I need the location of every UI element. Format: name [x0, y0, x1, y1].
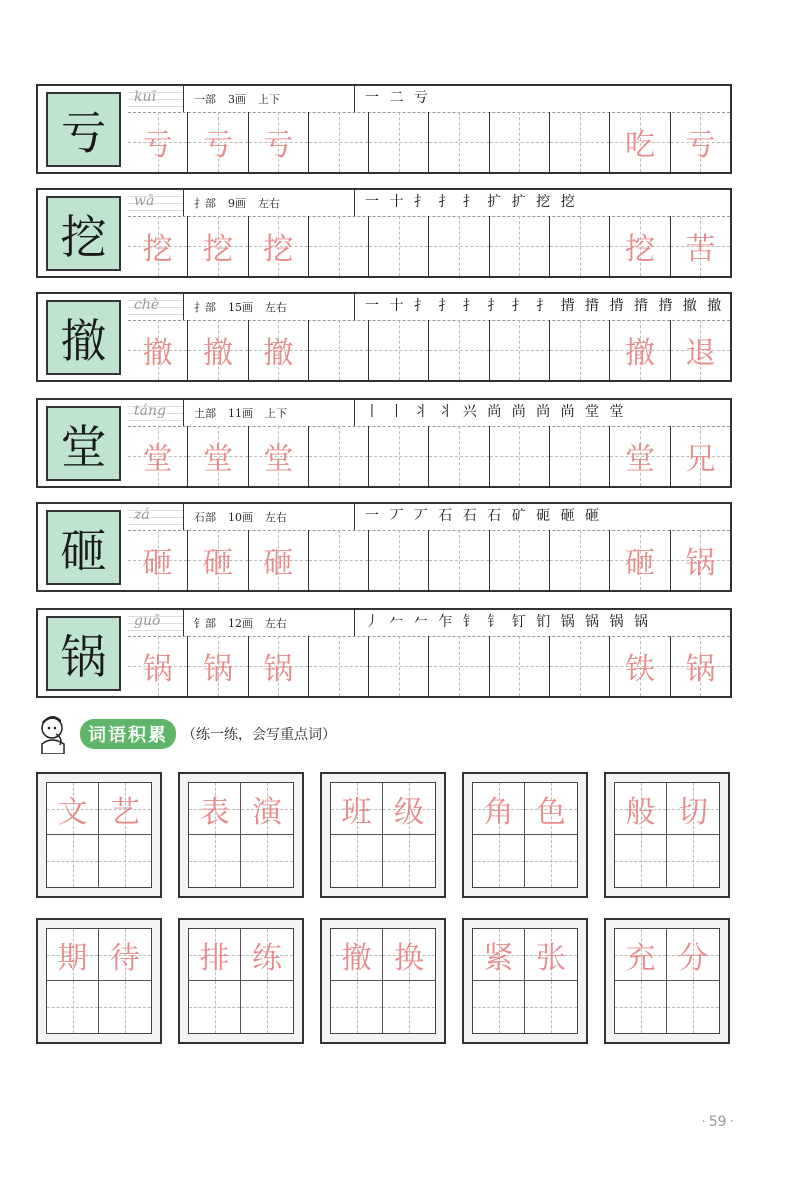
practice-cell[interactable] [128, 426, 188, 486]
word-grid [614, 928, 720, 1034]
word-grid [472, 782, 578, 888]
model-character: 撤 [46, 300, 121, 375]
trace-character: 堂 [625, 442, 656, 477]
stroke-order: 丨 丨 丬 丬 兴 尚 尚 尚 尚 堂 堂 [354, 400, 627, 426]
practice-cell[interactable] [188, 636, 248, 696]
info-line [128, 610, 730, 637]
word-cell[interactable] [241, 835, 293, 887]
stroke-order: 一 二 亏 [354, 86, 431, 112]
word-cell[interactable] [383, 929, 435, 981]
practice-cells [128, 426, 730, 486]
trace-character: 撤 [202, 336, 233, 371]
trace-character: 砸 [625, 546, 656, 581]
radical: 石部 [194, 511, 216, 524]
word-cell[interactable] [331, 981, 383, 1033]
word-cell[interactable] [47, 981, 99, 1033]
stroke-order: 丿 𠂉 𠂉 乍 钅 钅 钉 钔 锅 锅 锅 锅 [354, 610, 651, 636]
word-cell[interactable] [241, 929, 293, 981]
practice-cell[interactable] [610, 320, 670, 380]
char-row [36, 608, 732, 698]
char-meta [194, 299, 299, 315]
practice-cell[interactable] [429, 320, 489, 380]
practice-cell[interactable] [309, 320, 369, 380]
info-line [128, 190, 730, 217]
char-meta [194, 91, 292, 107]
stroke-count: 9画 [228, 197, 246, 210]
section-title: 词语积累 [80, 719, 176, 749]
word-cell[interactable] [241, 981, 293, 1033]
info-line [128, 400, 730, 427]
word-cell[interactable] [667, 981, 719, 1033]
structure: 左右 [258, 197, 280, 210]
char-row [36, 398, 732, 488]
word-cell[interactable] [99, 981, 151, 1033]
practice-cell[interactable] [610, 636, 670, 696]
practice-cell[interactable] [490, 636, 550, 696]
practice-cell[interactable] [550, 320, 610, 380]
stroke-count: 15画 [228, 301, 253, 314]
trace-character: 挖 [142, 232, 173, 267]
word-grid [46, 782, 152, 888]
trace-character: 苦 [685, 232, 716, 267]
practice-cell[interactable] [249, 320, 309, 380]
practice-cell[interactable] [490, 112, 550, 172]
practice-cell[interactable] [490, 426, 550, 486]
practice-cells [128, 530, 730, 590]
word-cell[interactable] [615, 929, 667, 981]
trace-character: 挖 [202, 232, 233, 267]
trace-character: 砸 [142, 546, 173, 581]
trace-character: 堂 [142, 442, 173, 477]
trace-character: 排 [199, 940, 230, 976]
model-character: 砸 [46, 510, 121, 585]
word-practice-box [320, 918, 446, 1044]
trace-character: 亏 [685, 128, 716, 163]
trace-character: 期 [57, 940, 88, 976]
trace-character: 堂 [202, 442, 233, 477]
info-line [128, 86, 730, 113]
char-row [36, 292, 732, 382]
word-cell[interactable] [473, 929, 525, 981]
trace-character: 般 [625, 794, 656, 830]
practice-cell[interactable] [429, 636, 489, 696]
section-subtitle: （练一练，会写重点词） [182, 727, 336, 743]
practice-cell[interactable] [490, 530, 550, 590]
practice-cell[interactable] [671, 112, 730, 172]
trace-character: 堂 [263, 442, 294, 477]
word-cell[interactable] [615, 835, 667, 887]
word-cell[interactable] [473, 783, 525, 835]
trace-character: 张 [536, 940, 566, 976]
practice-cell[interactable] [369, 530, 429, 590]
radical: 钅部 [194, 617, 216, 630]
practice-cell[interactable] [128, 112, 188, 172]
radical: 扌部 [194, 301, 216, 314]
word-cell[interactable] [525, 835, 577, 887]
char-meta [194, 509, 299, 525]
practice-cell[interactable] [369, 426, 429, 486]
char-meta [194, 405, 299, 421]
practice-cell[interactable] [490, 320, 550, 380]
practice-cell[interactable] [249, 636, 309, 696]
trace-character: 紧 [483, 940, 514, 976]
pinyin: táng [128, 400, 184, 426]
char-meta [194, 615, 299, 631]
practice-cell[interactable] [188, 320, 248, 380]
practice-cell[interactable] [369, 320, 429, 380]
char-meta [194, 195, 292, 211]
pinyin: chè [128, 294, 184, 320]
trace-character: 锅 [685, 652, 716, 687]
trace-character: 撤 [142, 336, 173, 371]
section-header [36, 716, 336, 752]
practice-cell[interactable] [490, 216, 550, 276]
word-cell[interactable] [189, 835, 241, 887]
word-practice-box [36, 918, 162, 1044]
trace-character: 练 [252, 940, 282, 976]
trace-character: 班 [341, 794, 372, 830]
practice-cell[interactable] [610, 530, 670, 590]
word-cell[interactable] [383, 835, 435, 887]
practice-cell[interactable] [188, 216, 248, 276]
structure: 左右 [265, 617, 287, 630]
word-cell[interactable] [241, 783, 293, 835]
model-character: 挖 [46, 196, 121, 271]
practice-cell[interactable] [429, 530, 489, 590]
structure: 上下 [265, 407, 287, 420]
practice-cell[interactable] [671, 636, 730, 696]
word-grid [46, 928, 152, 1034]
practice-cell[interactable] [369, 112, 429, 172]
word-cell[interactable] [47, 835, 99, 887]
trace-character: 文 [57, 794, 88, 830]
practice-cell[interactable] [128, 530, 188, 590]
word-cell[interactable] [473, 835, 525, 887]
model-character: 亏 [46, 92, 121, 167]
radical: 扌部 [194, 197, 216, 210]
word-grid [330, 782, 436, 888]
practice-cell[interactable] [309, 530, 369, 590]
stroke-count: 10画 [228, 511, 253, 524]
word-cell[interactable] [525, 929, 577, 981]
word-practice-box [178, 918, 304, 1044]
word-cell[interactable] [331, 929, 383, 981]
practice-cell[interactable] [369, 216, 429, 276]
trace-character: 锅 [685, 546, 716, 581]
practice-cell[interactable] [309, 636, 369, 696]
practice-cell[interactable] [550, 530, 610, 590]
word-practice-box [462, 772, 588, 898]
structure: 上下 [258, 93, 280, 106]
word-grid [188, 928, 294, 1034]
model-character: 堂 [46, 406, 121, 481]
word-practice-box [36, 772, 162, 898]
model-character: 锅 [46, 616, 121, 691]
practice-cell[interactable] [249, 112, 309, 172]
word-cell[interactable] [331, 783, 383, 835]
word-cell[interactable] [525, 981, 577, 1033]
structure: 左右 [265, 511, 287, 524]
radical: 土部 [194, 407, 216, 420]
practice-cell[interactable] [188, 112, 248, 172]
practice-cell[interactable] [128, 320, 188, 380]
practice-cell[interactable] [309, 426, 369, 486]
word-cell[interactable] [99, 783, 151, 835]
trace-character: 锅 [202, 652, 233, 687]
practice-cell[interactable] [309, 112, 369, 172]
practice-cell[interactable] [610, 112, 670, 172]
stroke-order: 一 丆 丆 石 石 石 矿 砈 砸 砸 [354, 504, 602, 530]
word-cell[interactable] [383, 981, 435, 1033]
stroke-count: 12画 [228, 617, 253, 630]
trace-character: 充 [625, 940, 656, 976]
word-cell[interactable] [99, 835, 151, 887]
trace-character: 撤 [625, 336, 656, 371]
word-cell[interactable] [667, 929, 719, 981]
practice-cell[interactable] [249, 530, 309, 590]
practice-cell[interactable] [429, 216, 489, 276]
stroke-order: 一 十 扌 扌 扌 扩 扩 挖 挖 [354, 190, 578, 216]
trace-character: 亏 [202, 128, 233, 163]
trace-character: 换 [394, 940, 424, 976]
practice-cell[interactable] [550, 216, 610, 276]
word-grid [330, 928, 436, 1034]
stroke-count: 11画 [228, 407, 253, 420]
trace-character: 兄 [685, 442, 716, 477]
word-cell[interactable] [331, 835, 383, 887]
trace-character: 角 [483, 794, 514, 830]
word-cell[interactable] [189, 929, 241, 981]
word-grid [188, 782, 294, 888]
trace-character: 艺 [110, 794, 140, 830]
word-grid [472, 928, 578, 1034]
practice-cell[interactable] [671, 216, 730, 276]
trace-character: 级 [394, 794, 424, 830]
word-cell[interactable] [189, 981, 241, 1033]
trace-character: 挖 [625, 232, 656, 267]
pinyin: zá [128, 504, 184, 530]
char-row [36, 188, 732, 278]
word-practice-box [462, 918, 588, 1044]
trace-character: 亏 [263, 128, 294, 163]
practice-cell[interactable] [188, 426, 248, 486]
info-line [128, 504, 730, 531]
word-practice-box [604, 918, 730, 1044]
trace-character: 吃 [625, 128, 656, 163]
practice-cell[interactable] [671, 530, 730, 590]
practice-cells [128, 320, 730, 380]
trace-character: 撤 [263, 336, 294, 371]
word-cell[interactable] [615, 981, 667, 1033]
trace-character: 退 [685, 336, 716, 371]
trace-character: 撤 [341, 940, 372, 976]
word-cell[interactable] [667, 835, 719, 887]
radical: 一部 [194, 93, 216, 106]
word-practice-box [178, 772, 304, 898]
trace-character: 演 [252, 794, 282, 830]
trace-character: 亏 [142, 128, 173, 163]
structure: 左右 [265, 301, 287, 314]
page-number: · 59 · [701, 1114, 734, 1130]
word-cell[interactable] [47, 783, 99, 835]
practice-cell[interactable] [550, 636, 610, 696]
word-cell[interactable] [189, 783, 241, 835]
trace-character: 锅 [142, 652, 173, 687]
practice-cell[interactable] [550, 112, 610, 172]
practice-cell[interactable] [671, 426, 730, 486]
pinyin: guō [128, 610, 184, 636]
practice-cell[interactable] [188, 530, 248, 590]
word-cell[interactable] [667, 783, 719, 835]
info-line [128, 294, 730, 321]
word-practice-box [320, 772, 446, 898]
practice-cell[interactable] [610, 216, 670, 276]
pinyin: kuī [128, 86, 184, 112]
practice-cell[interactable] [128, 216, 188, 276]
practice-cell[interactable] [550, 426, 610, 486]
practice-cell[interactable] [249, 216, 309, 276]
stroke-order: 一 十 扌 扌 扌 扌 扌 扌 揹 揹 揹 揹 揹 撤 撤 [354, 294, 724, 320]
thinking-child-icon [36, 714, 76, 754]
practice-cell[interactable] [610, 426, 670, 486]
practice-cell[interactable] [128, 636, 188, 696]
word-cell[interactable] [473, 981, 525, 1033]
char-row [36, 502, 732, 592]
trace-character: 挖 [263, 232, 294, 267]
word-cell[interactable] [615, 783, 667, 835]
practice-cell[interactable] [429, 426, 489, 486]
word-cell[interactable] [47, 929, 99, 981]
word-grid [614, 782, 720, 888]
trace-character: 砸 [202, 546, 233, 581]
practice-cell[interactable] [369, 636, 429, 696]
practice-cells [128, 112, 730, 172]
stroke-count: 3画 [228, 93, 246, 106]
word-cell[interactable] [383, 783, 435, 835]
practice-cells [128, 216, 730, 276]
trace-character: 分 [678, 940, 708, 976]
trace-character: 锅 [263, 652, 294, 687]
word-practice-box [604, 772, 730, 898]
trace-character: 切 [678, 794, 708, 830]
trace-character: 表 [199, 794, 230, 830]
word-cell[interactable] [525, 783, 577, 835]
practice-cells [128, 636, 730, 696]
trace-character: 铁 [625, 652, 656, 687]
practice-cell[interactable] [429, 112, 489, 172]
char-row [36, 84, 732, 174]
practice-cell[interactable] [309, 216, 369, 276]
trace-character: 待 [110, 940, 140, 976]
pinyin: wā [128, 190, 184, 216]
trace-character: 色 [536, 794, 566, 830]
practice-cell[interactable] [671, 320, 730, 380]
practice-cell[interactable] [249, 426, 309, 486]
word-cell[interactable] [99, 929, 151, 981]
trace-character: 砸 [263, 546, 294, 581]
